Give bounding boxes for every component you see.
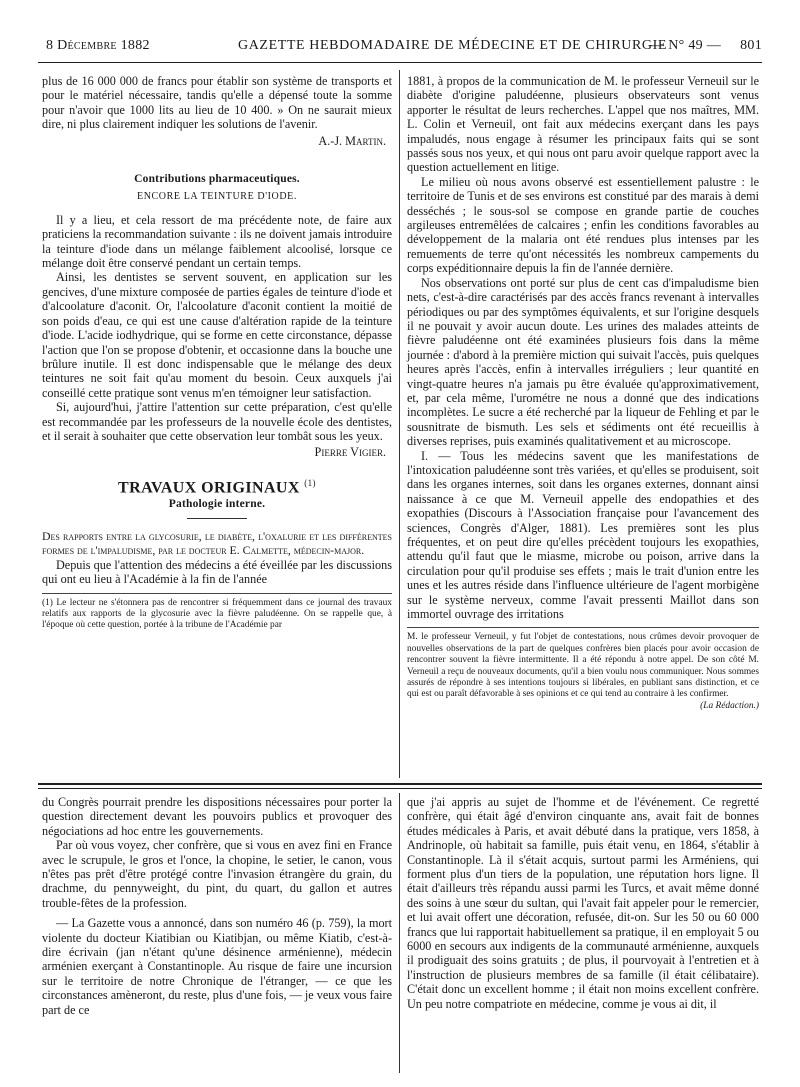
page-header: [38, 38, 762, 58]
paragraph: 1881, à propos de la communication de M. le professeur Verneuil sur le diabète d'origine paludéenne, plusieurs observateurs sont venus apporter le résultat de leurs recherches. L'appel que nos maîtres, MM. L. Colin et Verneuil, ont fait aux médecins exerçant dans les pays impaludés, nous engage à résumer les principaux faits qui se sont passés sous nos yeux, et qui nous ont paru avoir quelque rapport avec la question actuellement en litige.: [407, 74, 759, 175]
section-title-travaux: [42, 476, 392, 496]
footnote-text: M. le professeur Verneuil, y fut l'objet de contestations, nous crûmes devoir provoquer de nouvelles observations de la part de quelques confrères bien placés pour avoir occasion de rencontrer souvent la fièvre intermittente. Il a été répondu à notre appel. De son côté M. Verneuil a reçu de nouveaux documents, qu'il a bien voulu nous communiquer. Nous sommes assurés de répondre à ses intentions toujours si libérales, en publiant sans distinction, et ce qui est ou paraît défavorable à ses opinions et ce qui tend au contraire à les confirmer.: [407, 632, 759, 700]
footnote-signature: (La Rédaction.): [700, 700, 759, 711]
paragraph: I. — Tous les médecins savent que les manifestations de l'intoxication paludéenne sont très variées, et qu'elles se produisent, soit dans les organes internes, soit dans les organes externes, donnant ainsi naissance à ce que M. Verneuil appelle des endopathies et des exopathies (Discours à l'Association française pour l'avancement des sciences, Congrès d'Alger, 1881). Les premières sont les plus fréquentes, et on peut dire qu'elles précèdent toujours les exopathies, attendu qu'il faut que le miasme, microbe ou poison, arrive dans la circulation pour qu'il produise ses effets ; mais le trait d'union entre les unes et les autres réside dans l'influence ultérieure de l'agent morbigène sur le système nerveux, comme l'avait pressenti Maillot dans son immortel ouvrage des irritations: [407, 448, 759, 622]
signature-martin: A.-J. Martin.: [318, 133, 386, 148]
signature-vigier: Pierre Vigier.: [314, 445, 386, 460]
section-title-text: TRAVAUX ORIGINAUX: [118, 479, 300, 497]
footnote-rule: [42, 593, 392, 594]
paragraph: que j'ai appris au sujet de l'homme et de l'événement. Ce regretté confrère, qui était âgé d'environ cinquante ans, avait fait de bonnes études médicales à Paris, et avait débuté dans la pratique, vers 1858, à Andrinople, où habitait sa famille, puis était venu, en 1864, s'établir à Constantinople. Là il s'était acquis, surtout parmi les Arméniens, qui forment plus d'un tiers de la population, une réputation hors ligne. Il était d'ailleurs très répandu aussi parmi les Turcs, et avait même donné des soins à une sœur du sultan, qui l'avait fait appeler pour le remercier, et lui avait offert une décoration, refusée, dit-on. Sur les 50 ou 60 000 francs que lui rapportait habituellement sa pratique, il en employait 5 ou 6000 en secours aux indigents de la communauté arménienne, auxquels il prodiguait des soins gratuits ; de plus, il pourvoyait à l'entretien et à l'instruction de plusieurs membres de sa famille (il était célibataire). C'était donc un excellent homme ; il était non moins excellent confrère. Un peu notre compatriote en médecine, comme je vous ai dit, il: [407, 795, 759, 1011]
footnote-marker: (1): [304, 477, 316, 488]
footnote-rule: [407, 627, 759, 628]
paragraph: Si, aujourd'hui, j'attire l'attention sur cette préparation, c'est qu'elle est recommandée par les professeurs de la nouvelle école des dentistes, et il serait à souhaiter que cette observation leur tombât sous les yeux.: [42, 400, 392, 443]
header-journal-title: GAZETTE HEBDOMADAIRE DE MÉDECINE ET DE CHIRURGIE: [238, 38, 668, 53]
column-divider-bottom: [399, 793, 400, 1073]
footnote: (1) Le lecteur ne s'étonnera pas de rencontrer si fréquemment dans ce journal des travaux relatifs aux rapports de la glycosurie avec la fièvre paludéenne. On se rappelle que, à l'époque où cette question, portée à la tribune de l'Académie par: [42, 597, 392, 631]
header-issue: — N° 49 —: [650, 38, 722, 53]
paragraph: Depuis que l'attention des médecins a été éveillée par les discussions qui ont eu lieu à l'Académie à la fin de l'année: [42, 557, 392, 587]
header-rule: [38, 62, 762, 63]
paragraph: Il y a lieu, et cela ressort de ma précédente note, de faire aux praticiens la recommandation suivante : ils ne doivent jamais introduire la teinture d'iode dans un mélange faiblement alcoolisé, lorsque ce mélange doit être conservé pendant un certain temps.: [42, 212, 392, 271]
top-right-column: [407, 74, 759, 712]
paragraph: — La Gazette vous a annoncé, dans son numéro 46 (p. 759), la mort violente du docteur Kiatibian ou Kiatibjan, ou même Kiatib, c'est-à-dire écrivain (jan n'étant qu'une désinence arménienne), médecin arménien exerçant à Constantinople. Au risque de faire une incursion sur le territoire de notre Chronique de l'étranger, — ce que les circonstances amèneront, du reste, plus d'une fois, — je veux vous faire part de ce: [42, 916, 392, 1017]
article-title: Des rapports entre la glycosurie, le diabète, l'oxalurie et les différentes formes de l'impaludisme, par le docteur E. Calmette, médecin-major.: [42, 528, 392, 558]
paragraph: Le milieu où nous avons observé est essentiellement palustre : le territoire de Tunis et de ses environs est constitué par des marais à demi desséchés ; le sous-sol se compose en grande partie de couches argileuses entremêlées de calcaires ; enfin les conditions favorables au développement de la malaria ont été rendues plus intenses par les remuements de terre qu'ont nécessités les nombreux campements du corps expéditionnaire depuis la fin de l'année dernière.: [407, 174, 759, 276]
header-date: 8 Décembre 1882: [46, 38, 150, 53]
divider: [187, 518, 247, 519]
paragraph: Nos observations ont porté sur plus de cent cas d'impaludisme bien nets, c'est-à-dire caractérisés par des accès francs revenant à intervalles périodiques ou par des symptômes équivalents, et sur l'origine desquels il ne pouvait y avoir aucun doute. Les urines des malades atteints de fièvre paludéenne ont été examinées plusieurs fois dans la même journée : d'abord à la première miction qui suivait l'accès, puis quelques heures après l'accès, enfin à intervalles irréguliers ; leur quantité en vingt-quatre heures n'a jamais pu être évaluée qu'approximativement, et, par cela même, l'urométre ne nous a donné que des indications incomplètes. Le sucre a été recherché par la liqueur de Fehling et par le sousnitrate de bismuth. Les sels et sédiments ont été recueillis à diverses reprises, puis examinés qualitativement et au microscope.: [407, 275, 759, 449]
bottom-left-column: [42, 795, 392, 1017]
paragraph: Ainsi, les dentistes se servent souvent, en application sur les gencives, d'une mixture composée de parties égales de teinture d'iode et d'alcoolature d'aconit. Or, l'alcoolature d'aconit contient la moitié de son poids d'eau, ce qui est une cause d'altération rapide de la teinture d'iode. L'acide iodhydrique, qui se forme en cette circonstance, dépasse l'action que l'on se propose d'obtenir, et occasionne dans la bouche une brûlure inutile. Il est donc indispensable que le mélange des deux teintures ne soit fait qu'au moment du besoin. Ceux auxquels j'ai conseillé cette pratique sont venus m'en témoigner leur satisfaction.: [42, 270, 392, 400]
bottom-right-column: [407, 795, 759, 1011]
column-divider-top: [399, 70, 400, 778]
subsection-pathologie: Pathologie interne.: [168, 498, 266, 511]
header-page-number: 801: [740, 38, 762, 53]
paragraph: Par où vous voyez, cher confrère, que si vous en avez fini en France avec le scrupule, le gros et l'once, la chopine, le setier, le canon, vous n'êtes pas prêt d'être protégé contre l'invasion étrangère du grain, du drachme, du pennyweight, du pint, du quart, du gallon et autres trouble-fêtes de la profession.: [42, 838, 392, 910]
section-heading: Contributions pharmaceutiques.: [134, 173, 300, 186]
subsection-heading: ENCORE LA TEINTURE D'IODE.: [137, 191, 297, 203]
footnote-continued: [407, 632, 759, 711]
section-separator: [38, 783, 762, 785]
section-separator-thin: [38, 788, 762, 789]
header-issue-page: [650, 38, 762, 54]
top-left-column: [42, 74, 392, 632]
paragraph: plus de 16 000 000 de francs pour établir son système de transports et pour le matériel nécessaire, tandis qu'elle a dépensé toute la somme pour n'avoir que 1000 lits au lieu de 10 400. » On ne saurait mieux dire, ni plus clairement indiquer les solutions de l'avenir.: [42, 74, 392, 132]
paragraph: du Congrès pourrait prendre les dispositions nécessaires pour porter la question directement devant les pouvoirs publics et provoquer des négociations ad hoc entre les gouvernements.: [42, 795, 392, 838]
